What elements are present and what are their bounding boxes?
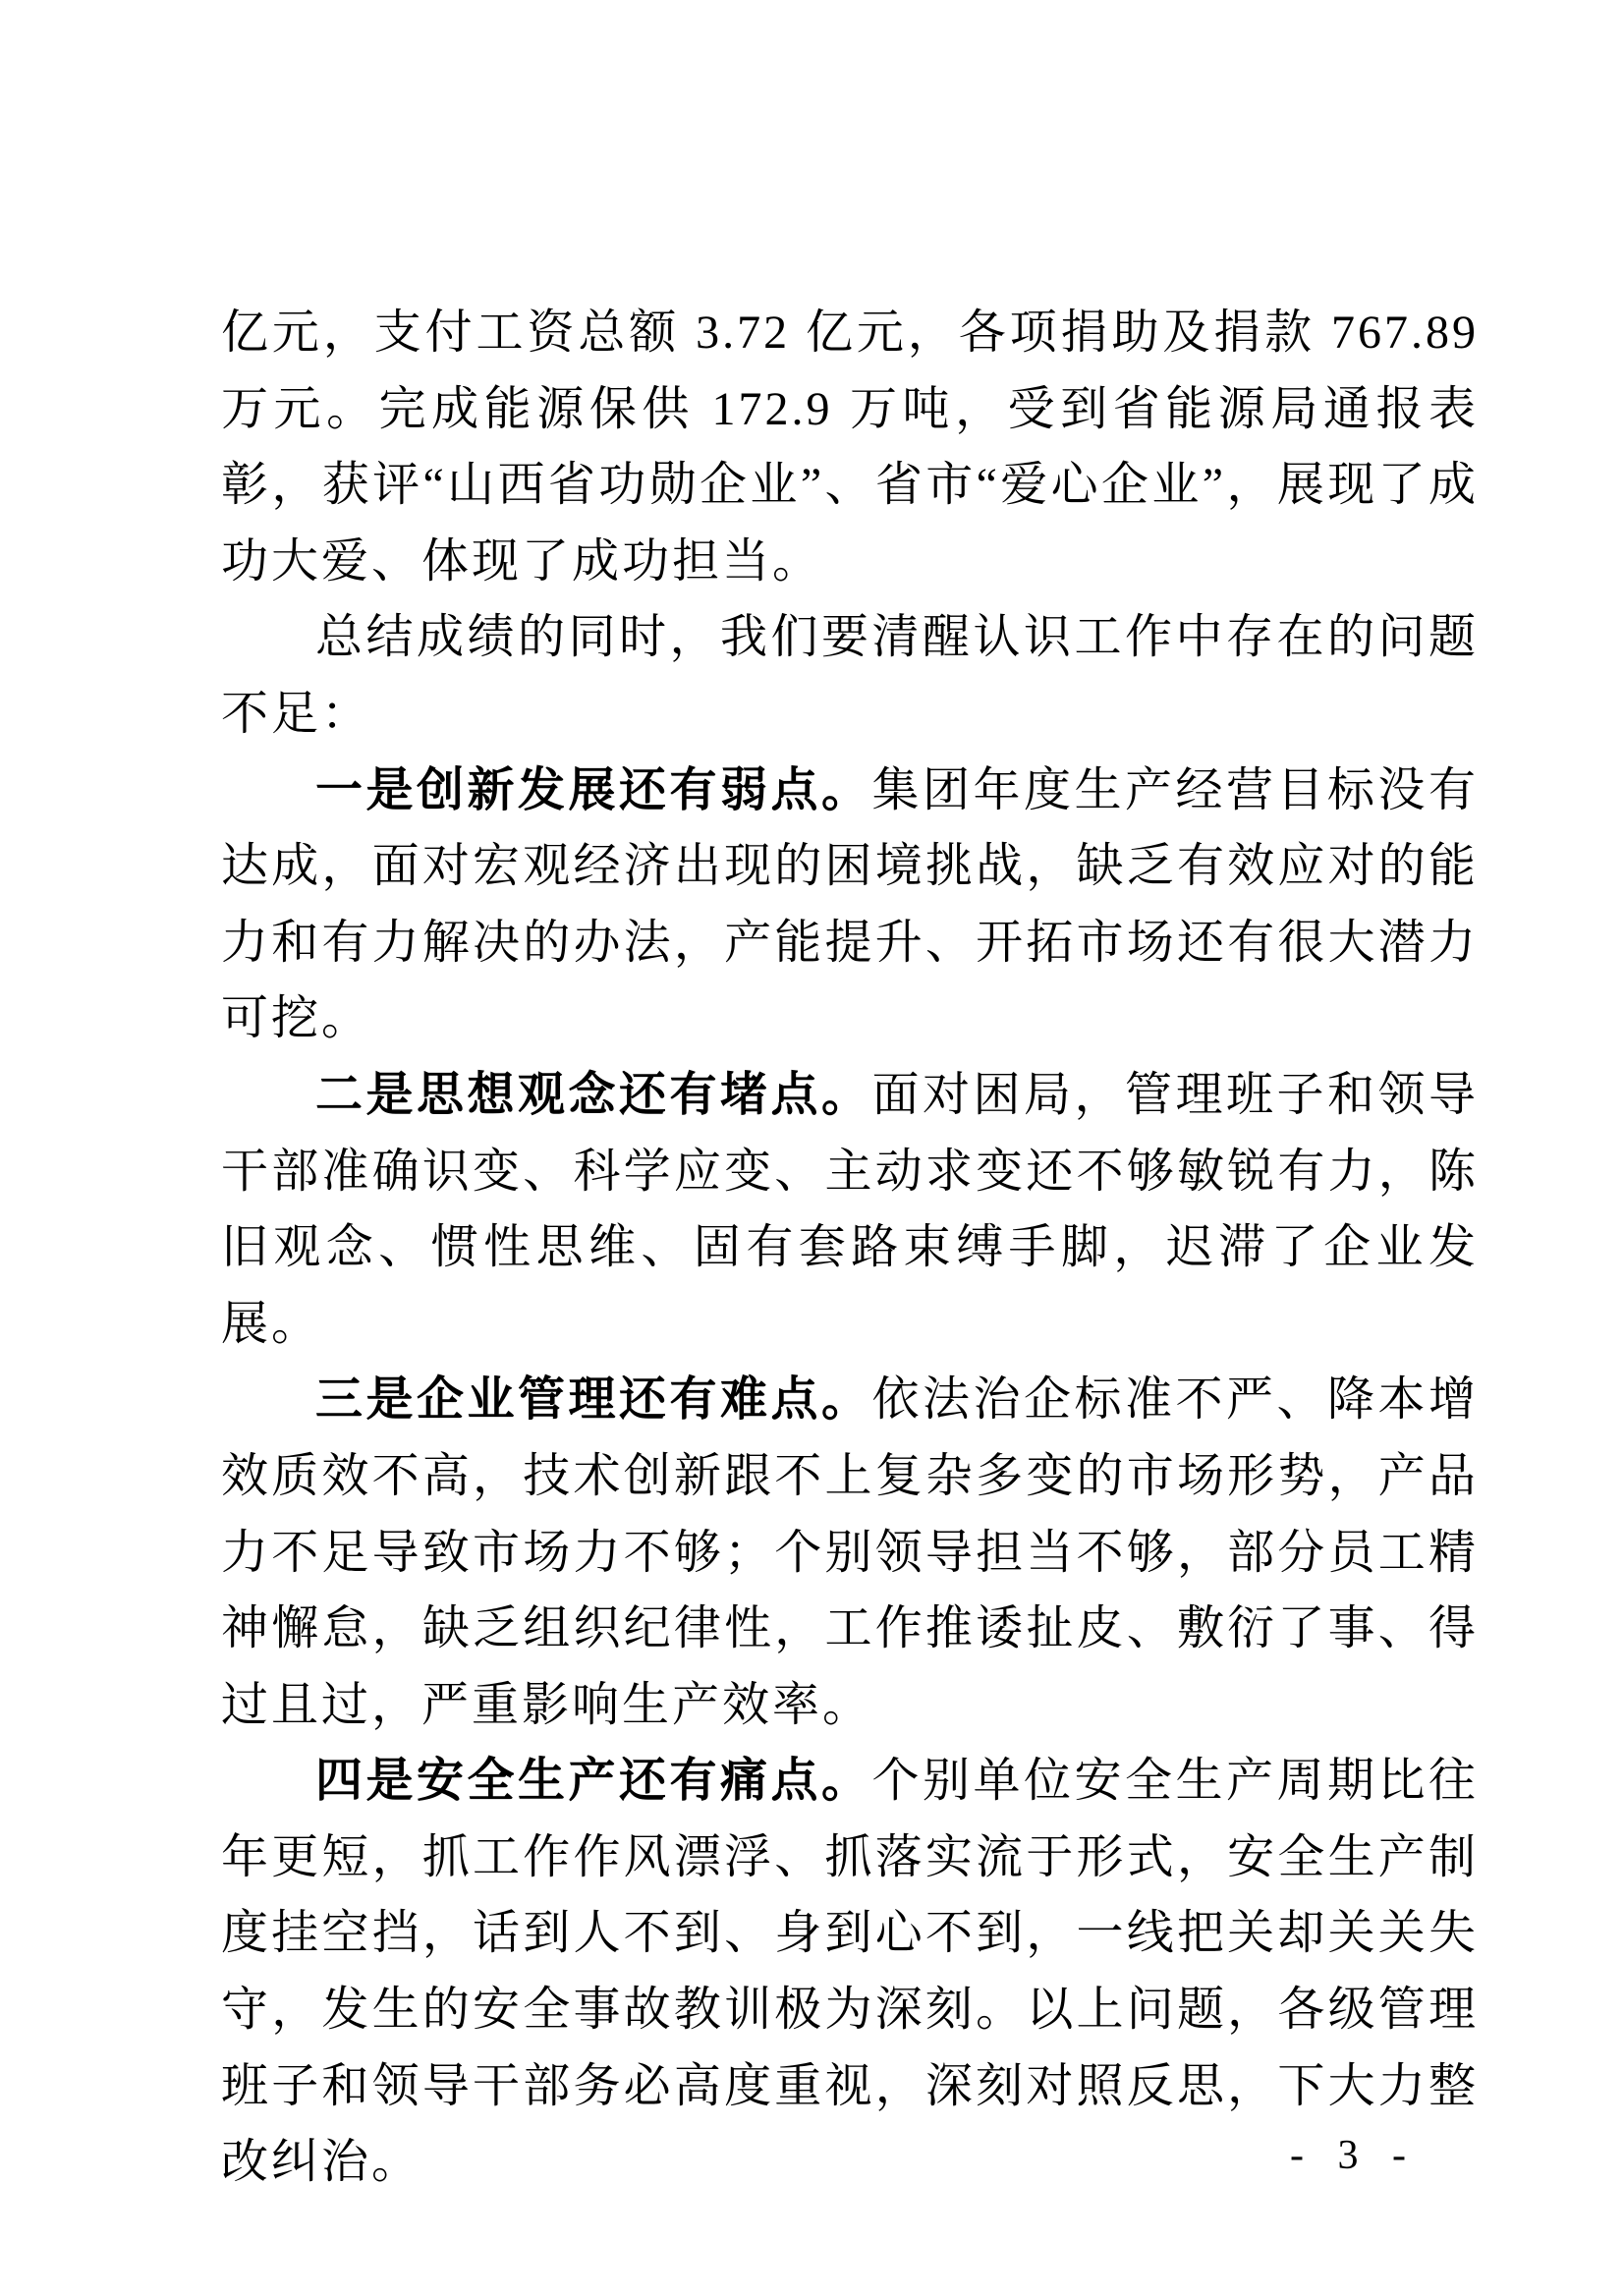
paragraph xyxy=(221,599,1479,752)
emphasis-run: 二是思想观念还有堵点。 xyxy=(315,1068,872,1121)
text-run: 集团年度生产经营目标没有达成，面对宏观经济出现的困境挑战，缺乏有效应对的能力和有力解决的办法，产能提升、开拓市场还有很大潜力可挖。 xyxy=(221,763,1479,1045)
text-run: 个别单位安全生产周期比往年更短，抓工作作风漂浮、抓落实流于形式，安全生产制度挂空挡，话到人不到、身到心不到，一线把关却关关失守，发生的安全事故教训极为深刻。以上问题，各级管理班子和领导干部务必高度重视，深刻对照反思，下大力整改纠治。 xyxy=(221,1755,1479,2189)
text-run: 总结成绩的同时，我们要清醒认识工作中存在的问题不足： xyxy=(221,611,1479,740)
text-run: 依法治企标准不严、降本增效质效不高，技术创新跟不上复杂多变的市场形势，产品力不足导致市场力不够；个别领导担当不够，部分员工精神懈怠，缺乏组织纪律性，工作推诿扯皮、敷衍了事、得过且过，严重影响生产效率。 xyxy=(221,1373,1479,1731)
text-run: 亿元，支付工资总额 3.72 亿元，各项捐助及捐款 767.89 万元。完成能源保供 172.9 万吨，受到省能源局通报表彰，获评“山西省功勋企业”、省市“爱心企业”，展现了成功大爱、体现了成功担当。 xyxy=(221,307,1479,588)
emphasis-run: 一是创新发展还有弱点。 xyxy=(315,763,872,816)
paragraph xyxy=(221,1362,1479,1743)
emphasis-run: 四是安全生产还有痛点。 xyxy=(315,1755,872,1808)
paragraph xyxy=(221,753,1479,1057)
text-run: 面对困局，管理班子和领导干部准确识变、科学应变、主动求变还不够敏锐有力，陈旧观念、惯性思维、固有套路束缚手脚，迟滞了企业发展。 xyxy=(221,1068,1479,1350)
paragraph xyxy=(221,1057,1479,1362)
page-number: - 3 - xyxy=(1290,2133,1418,2178)
emphasis-run: 三是企业管理还有难点。 xyxy=(315,1373,872,1427)
paragraph xyxy=(221,295,1479,599)
document-body xyxy=(221,295,1479,2201)
